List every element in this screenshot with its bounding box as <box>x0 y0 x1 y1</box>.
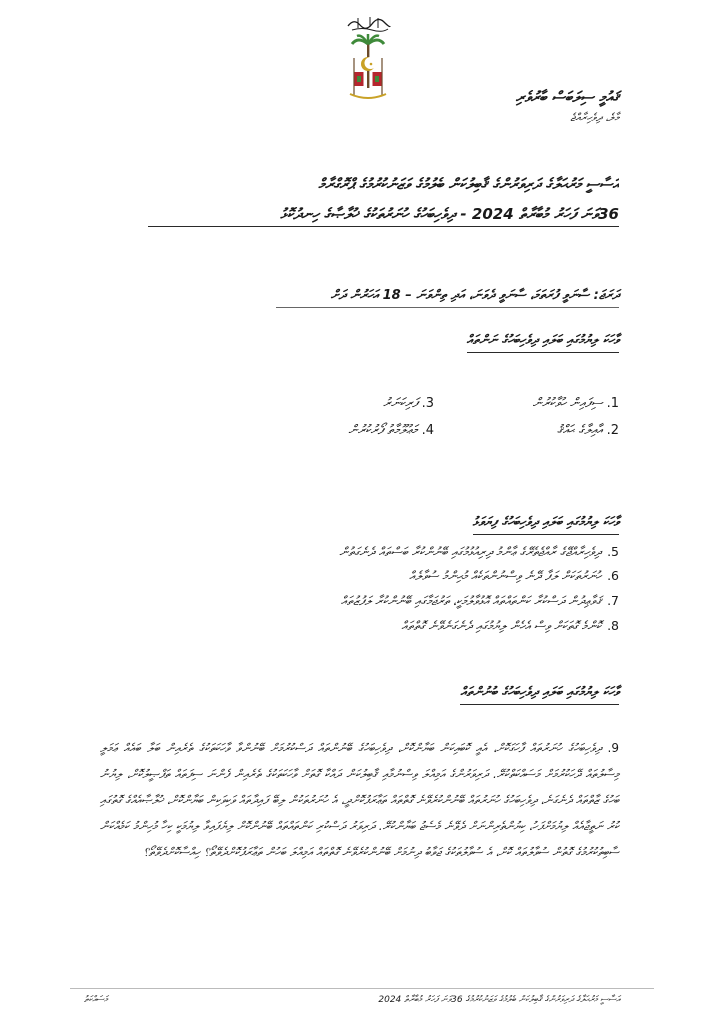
section-heading-essay: ވާހަކަ ލިޔުމުގައި ބަލައި ދިވެހިބަހުގެ ބުނުންތައް <box>460 685 619 705</box>
document-title-line-1: އަސާސީ މަރުޙަލާގެ ދަރިވަރުންގެ ޤާބިލުކަން ބެލުމުގެ ވަޒަނުކުރުމުގެ ޕްރޮގްރާމް <box>318 175 619 193</box>
footer-right-text: އަސާސީ މަރުޙަލާގެ ދަރިވަރުންގެ ޤާބިލުކަން ބެލުމުގެ ވަޒަނުކުރުމުގެ 36ވަނަ ފަހަރު މުބާރާތް 2024 <box>378 995 620 1005</box>
question-item <box>409 568 619 584</box>
topic-text: ސިފައިން ހުވާކުރުން <box>532 396 603 411</box>
footer-divider <box>70 988 654 989</box>
question-number: 8. <box>607 618 619 633</box>
topic-text: ފަރިކަނަރު <box>383 396 418 411</box>
topic-text: އާއިލާގެ ޙައްޤު <box>556 423 603 438</box>
topic-number: 1. <box>606 396 619 411</box>
title-underline <box>148 226 619 227</box>
question-text: ޤަވާޢިދުން ދަސްކުރާ ކަންތައްތައް އޮޅުވާލުމަކީ، ތަރުޖަމާގައި ބޭނުންކުރާ ލަފުޒުތައް <box>340 593 602 608</box>
footer-left-text: މަސައްކަތު <box>84 995 108 1005</box>
question-text: ދިވެހިރާއްޖޭގެ ރާއްޖެތެރޭގެ ޢާންމު ދިރިއުޅުމުގައި ބޭނުންކުރާ ބަސްތައް ދެނެގަތުން <box>339 544 602 559</box>
topic-number: 2. <box>606 423 619 438</box>
topic-option <box>533 396 619 411</box>
topic-text: މަޢުލޫމާތު ފޯރުކުރުން <box>348 423 418 438</box>
question-number: 7. <box>607 593 619 608</box>
question-item <box>401 618 619 634</box>
question-number: 6. <box>607 568 619 583</box>
document-title-line-2: 36ވަނަ ފަހަރު މުބާރާތް 2024 - ދިވެހިބަހުގެ ހުނަރުތަކުގެ ޚުލާޞާގެ ހިނދުކޮޅު <box>280 205 619 223</box>
essay-question-text: ދިވެހިބަހުގެ ހުނަރުތައް ފާހަގަކޮށް، އެއީ ކޮބައިކަން ބަޔާންކޮށް، ދިވެހިބަހުގެ ބޭނުންތައް ދަސްކުރުމަށް ބޭނުންވާ ވާހަކަތަކުގެ ތެރެއިން ބަލާ ބައެއް ޢަމަލީ މިސާލުތައް ދޭހަކުރުމަށް މަސައްކަތްކުރޭ. ދަރިވަރުންގެ އަމިއްލަ ވިސްނުމާއި ޤާބިލުކަން ދައްކާ ގޮތަށް ވާހަކަތަކުގެ ތެރެއިން ފެންނަ ސިފަތައް ތަފްޞީލުކޮށް، ލިޔުނު ބަހުގެ ޒާތްތައް ދެނެގަނެ، ދިވެހިބަހުގެ ހުނަރުތައް ބޭނުންކުރެވޭނެ ގޮތްތައް ތަޢާރަފުކޮށްދީ، އެ ހުނަރުތަކުން ލިބޭ ފައިދާތައް ވަކިވަކިން ބަޔާންކޮށް، ޚުލާޞާއެއްގެ ގޮތުގައި ކުރު ނަތީޖާއެއް ލިޔުމަށްފަހު، ކިޔުންތެރިންނަށް ދެވޭނެ މެސެޖު ބަޔާންކުރޭ. ދަރިވަރު ދަސްކުރި ކަންތައްތައް ބޭނުންކޮށް ލިޔެފައިވާ ލިޔުމަކީ ކިހާ މުހިންމު ކަމެއްކަން ސާބިތުކުރުމުގެ ގޮތުން ސުވާލުތައް ކޮށް، އެ ސުވާލުތަކުގެ ޖަވާބު ދިނުމަށް ބޭނުންކުރެވޭނެ ގޮތްތައް އަމިއްލަ ބަހުން ތަޢާރަފުކޮށްދެވޭތޯ؟ ހިއްސާކޮށްދެވޭތޯ؟ <box>100 741 619 859</box>
topic-number: 4. <box>421 423 434 438</box>
question-item <box>339 544 619 560</box>
question-text: ކޮންމެ ގޮތަކަށް ވިސް އެހެން ލިޔުމުގައި ދެނެގަނެވޭނެ ގޮތްތައް <box>401 618 602 633</box>
national-emblem <box>344 14 392 104</box>
question-text: ހުނަރުތަކަށް ލަފާ ދޭނެ ވިސްނުންތަކެއް މުޙިންމު ސުވާލެއް <box>409 568 602 583</box>
test-level-underline <box>276 307 619 308</box>
topic-number: 3. <box>421 396 434 411</box>
question-number: 9. <box>607 741 619 755</box>
question-number: 5. <box>607 544 619 559</box>
emblem-icon <box>344 14 392 104</box>
office-location: މާލެ، ދިވެހިރާއްޖެ <box>570 111 619 124</box>
topic-option <box>383 396 434 411</box>
test-level-info: ދަރަޖަ: ސާނަވީ ފުރަތަމަ، ސާނަވީ ދެވަނަ، އަދި ތިންވަނަ – 18 އަހަރުން ދަށް <box>330 288 619 303</box>
question-item <box>341 593 619 609</box>
issuing-office: ޤައުމީ ސިލަބަސް ބާރުވެރި <box>515 88 619 106</box>
section-heading-topics: ވާހަކަ ލިޔުމުގައި ބަލައި ދިވެހިބަހުގެ ނަންތައް <box>467 333 619 353</box>
essay-question <box>100 735 619 865</box>
topic-option <box>348 423 434 438</box>
section-heading-questions: ވާހަކަ ލިޔުމުގައި ބަލައި ދިވެހިބަހުގެ ފިޔަވަޅު <box>473 515 619 535</box>
topic-option <box>557 423 619 438</box>
